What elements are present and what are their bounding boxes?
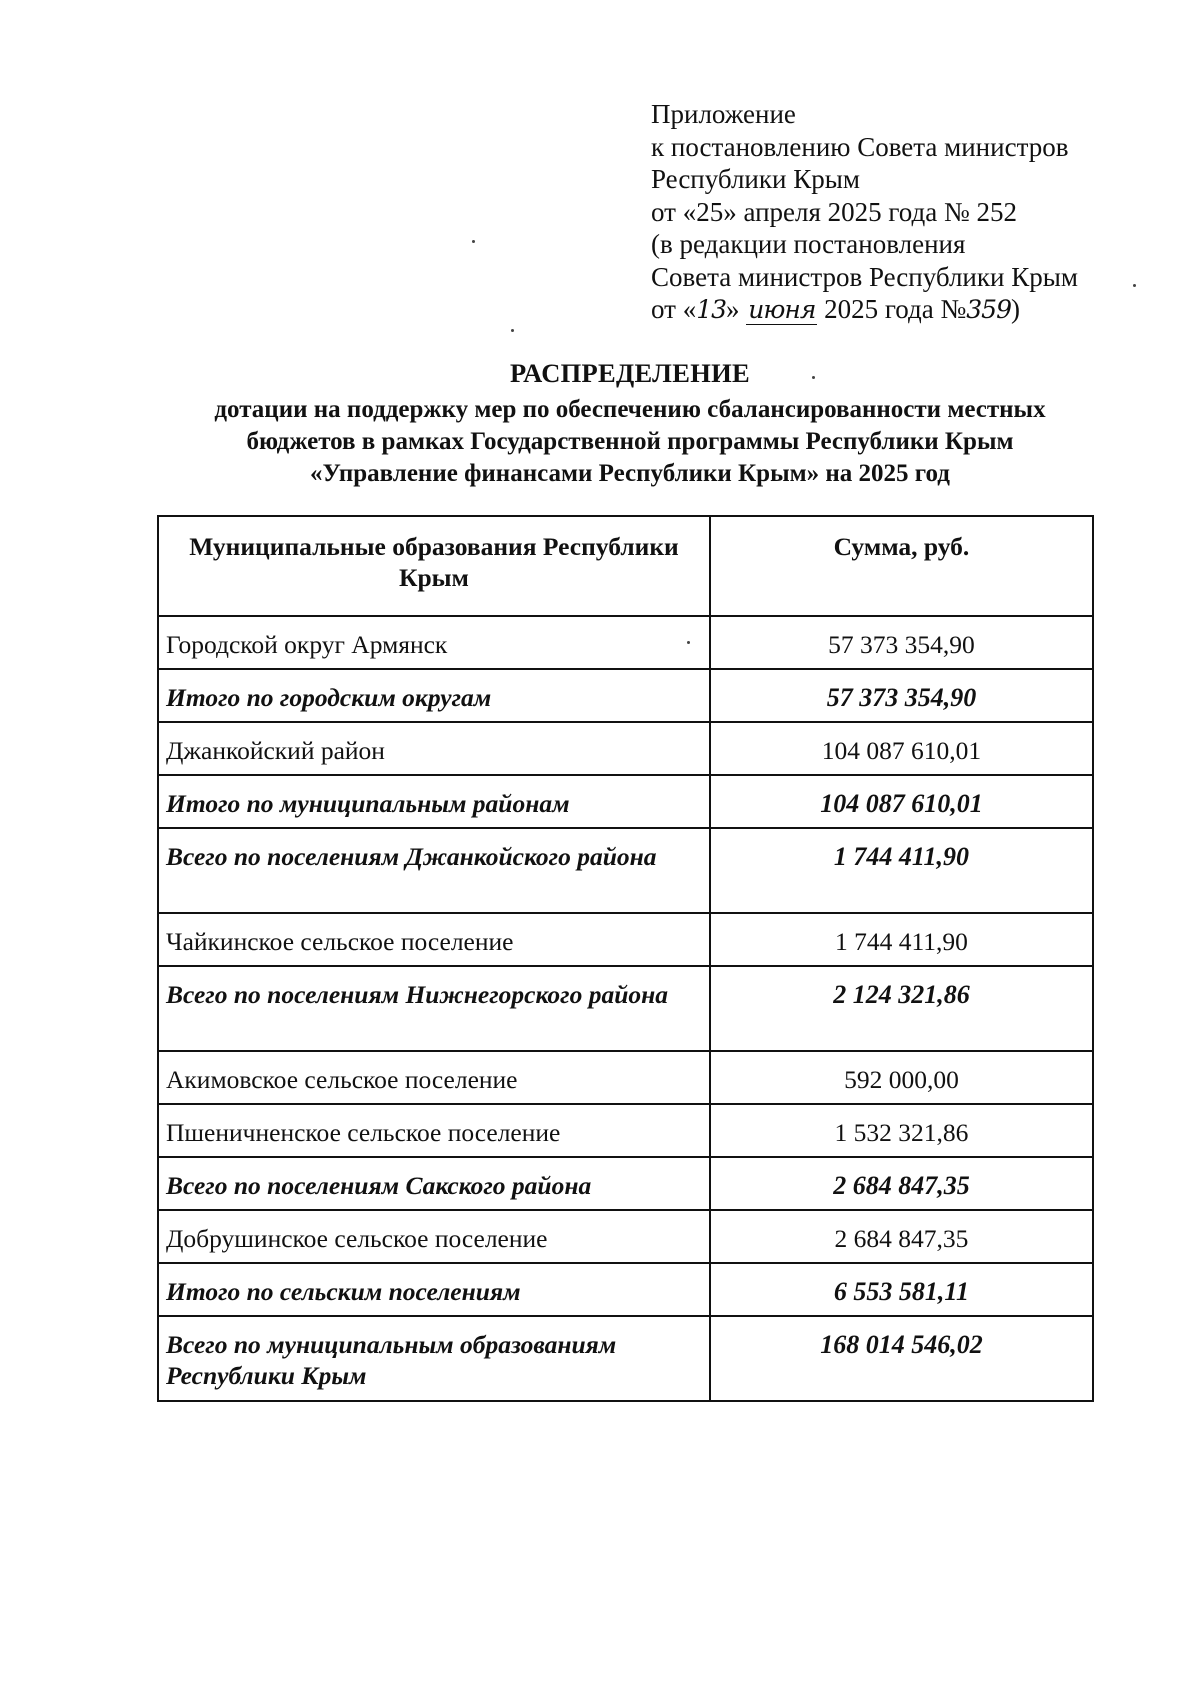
table-row	[158, 722, 1093, 775]
municipality-cell: Всего по поселениям Нижнегорского района	[158, 966, 710, 1051]
table-row	[158, 616, 1093, 669]
subtitle-line: дотации на поддержку мер по обеспечению сбалансированности местных	[214, 396, 1046, 423]
header-amount: Сумма, руб.	[710, 516, 1093, 616]
header-municipality: Муниципальные образования Республики Крым	[158, 516, 710, 616]
appendix-header	[651, 98, 1171, 327]
table-row	[158, 966, 1093, 1051]
header-line: Приложение	[651, 99, 796, 129]
document-title: РАСПРЕДЕЛЕНИЕ	[509, 358, 750, 388]
table-row	[158, 828, 1093, 913]
amount-cell: 1 744 411,90	[710, 913, 1093, 966]
scan-speck	[1133, 284, 1136, 287]
amount-cell: 168 014 546,02	[710, 1316, 1093, 1401]
table-row	[158, 669, 1093, 722]
header-line: (в редакции постановления	[651, 229, 966, 259]
handwritten-day: 13	[696, 295, 727, 324]
table-row	[158, 1210, 1093, 1263]
header-line: Совета министров Республики Крым	[651, 261, 1078, 292]
subtitle-line: бюджетов в рамках Государственной программы Республики Крым	[246, 428, 1014, 455]
table-row	[158, 775, 1093, 828]
table-header-row	[158, 516, 1093, 616]
municipality-cell: Джанкойский район	[158, 722, 710, 775]
scan-speck	[511, 329, 514, 332]
document-subtitle	[140, 394, 1120, 490]
header-line-amended-date	[651, 293, 1171, 327]
municipality-cell: Всего по поселениям Джанкойского района	[158, 828, 710, 913]
amount-cell: 592 000,00	[710, 1051, 1093, 1104]
amount-cell: 1 532 321,86	[710, 1104, 1093, 1157]
municipality-cell: Всего по поселениям Сакского района	[158, 1157, 710, 1210]
municipality-cell: Пшеничненское сельское поселение	[158, 1104, 710, 1157]
date-year: 2025 года №	[824, 294, 967, 324]
amount-cell: 2 684 847,35	[710, 1157, 1093, 1210]
date-mid: »	[726, 294, 740, 324]
municipality-cell: Всего по муниципальным образованиям Республики Крым	[158, 1316, 710, 1401]
header-line: к постановлению Совета министров	[651, 131, 1069, 162]
table-row	[158, 1051, 1093, 1104]
header-line: Республики Крым	[651, 164, 860, 194]
amount-cell: 6 553 581,11	[710, 1263, 1093, 1316]
amount-cell: 57 373 354,90	[710, 669, 1093, 722]
table-row	[158, 913, 1093, 966]
table-row	[158, 1263, 1093, 1316]
municipality-cell: Итого по муниципальным районам	[158, 775, 710, 828]
municipality-cell: Итого по сельским поселениям	[158, 1263, 710, 1316]
amount-cell: 57 373 354,90	[710, 616, 1093, 669]
scan-speck	[687, 641, 690, 644]
handwritten-number: 359	[966, 295, 1011, 324]
amount-cell: 1 744 411,90	[710, 828, 1093, 913]
municipality-cell: Акимовское сельское поселение	[158, 1051, 710, 1104]
table-row	[158, 1157, 1093, 1210]
handwritten-month: июня	[748, 295, 816, 324]
municipality-cell: Добрушинское сельское поселение	[158, 1210, 710, 1263]
distribution-table	[157, 515, 1094, 1402]
header-line: от «25» апреля 2025 года № 252	[651, 196, 1018, 227]
amount-cell: 2 684 847,35	[710, 1210, 1093, 1263]
table-row	[158, 1104, 1093, 1157]
amount-cell: 104 087 610,01	[710, 775, 1093, 828]
scan-speck	[812, 376, 815, 379]
date-close: )	[1010, 294, 1020, 324]
date-prefix: от «	[651, 294, 697, 324]
amount-cell: 104 087 610,01	[710, 722, 1093, 775]
scan-speck	[472, 240, 475, 243]
table-body	[158, 616, 1093, 1401]
municipality-cell: Чайкинское сельское поселение	[158, 913, 710, 966]
municipality-cell: Итого по городским округам	[158, 669, 710, 722]
subtitle-line: «Управление финансами Республики Крым» на 2025 год	[310, 460, 950, 487]
amount-cell: 2 124 321,86	[710, 966, 1093, 1051]
table-row	[158, 1316, 1093, 1401]
municipality-cell: Городской округ Армянск	[158, 616, 710, 669]
